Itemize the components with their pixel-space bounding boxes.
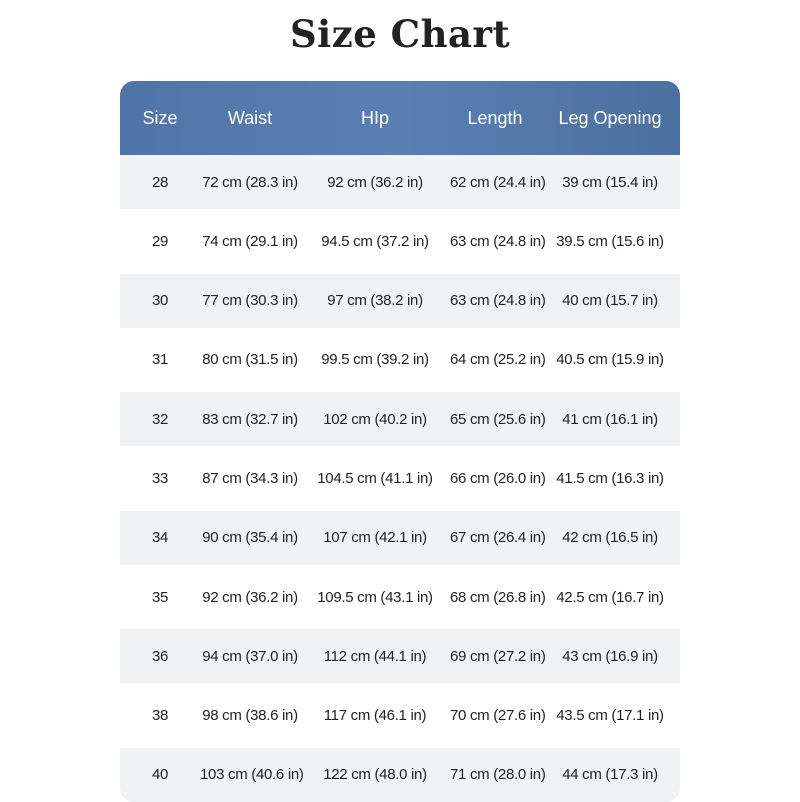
cell-hip: 99.5 cm (39.2 in): [321, 351, 429, 369]
cell-size: 33: [151, 469, 169, 487]
header-waist: Waist: [227, 107, 273, 128]
cell-waist: 94 cm (37.0 in): [202, 647, 298, 665]
cell-leg-opening: 43 cm (16.9 in): [562, 647, 658, 665]
cell-leg-opening: 39.5 cm (15.6 in): [556, 232, 664, 250]
cell-waist: 72 cm (28.3 in): [202, 173, 298, 191]
cell-size: 38: [151, 707, 169, 725]
cell-hip: 112 cm (44.1 in): [323, 647, 427, 665]
table-header: [120, 81, 680, 155]
table-row: [120, 689, 680, 743]
cell-length: 67 cm (26.4 in): [450, 529, 546, 547]
cell-waist: 87 cm (34.3 in): [202, 469, 298, 487]
table-row: [120, 629, 680, 683]
cell-size: 32: [151, 410, 169, 428]
cell-hip: 97 cm (38.2 in): [327, 292, 423, 310]
cell-waist: 90 cm (35.4 in): [202, 529, 298, 547]
cell-hip: 117 cm (46.1 in): [323, 707, 427, 725]
cell-length: 62 cm (24.4 in): [450, 173, 546, 191]
table-row: [120, 748, 680, 802]
cell-waist: 77 cm (30.3 in): [202, 292, 298, 310]
table-row: [120, 392, 680, 446]
table-row: [120, 155, 680, 209]
cell-hip: 107 cm (42.1 in): [323, 529, 427, 547]
cell-waist: 98 cm (38.6 in): [202, 707, 298, 725]
table-row: [120, 570, 680, 624]
cell-length: 63 cm (24.8 in): [450, 232, 546, 250]
cell-length: 71 cm (28.0 in): [450, 766, 546, 784]
cell-size: 35: [151, 588, 169, 606]
cell-hip: 104.5 cm (41.1 in): [317, 469, 433, 487]
table-row: [120, 451, 680, 505]
cell-size: 36: [151, 647, 169, 665]
table-row: [120, 511, 680, 565]
header-hip: HIp: [360, 107, 389, 128]
cell-hip: 102 cm (40.2 in): [323, 410, 427, 428]
table-row: [120, 214, 680, 268]
cell-leg-opening: 41 cm (16.1 in): [562, 410, 658, 428]
header-size: Size: [142, 107, 178, 128]
cell-hip: 94.5 cm (37.2 in): [321, 232, 429, 250]
cell-leg-opening: 40 cm (15.7 in): [562, 292, 658, 310]
cell-waist: 83 cm (32.7 in): [202, 410, 298, 428]
table-row: [120, 274, 680, 328]
cell-size: 29: [151, 232, 169, 250]
table-body: [120, 155, 680, 802]
cell-waist: 74 cm (29.1 in): [202, 232, 298, 250]
cell-length: 66 cm (26.0 in): [450, 469, 546, 487]
cell-size: 31: [151, 351, 169, 369]
header-leg-opening: Leg Opening: [558, 107, 662, 128]
cell-length: 65 cm (25.6 in): [450, 410, 546, 428]
cell-length: 64 cm (25.2 in): [450, 351, 546, 369]
cell-length: 70 cm (27.6 in): [450, 707, 546, 725]
cell-size: 28: [151, 173, 169, 191]
cell-leg-opening: 40.5 cm (15.9 in): [556, 351, 664, 369]
cell-hip: 122 cm (48.0 in): [323, 766, 427, 784]
cell-leg-opening: 43.5 cm (17.1 in): [556, 707, 664, 725]
cell-waist: 80 cm (31.5 in): [202, 351, 298, 369]
cell-length: 68 cm (26.8 in): [450, 588, 546, 606]
cell-leg-opening: 41.5 cm (16.3 in): [556, 469, 664, 487]
cell-leg-opening: 44 cm (17.3 in): [562, 766, 658, 784]
cell-leg-opening: 42 cm (16.5 in): [562, 529, 658, 547]
cell-leg-opening: 42.5 cm (16.7 in): [556, 588, 664, 606]
cell-leg-opening: 39 cm (15.4 in): [562, 173, 658, 191]
header-length: Length: [467, 107, 523, 128]
cell-waist: 92 cm (36.2 in): [202, 588, 298, 606]
cell-length: 69 cm (27.2 in): [450, 647, 546, 665]
cell-hip: 92 cm (36.2 in): [327, 173, 423, 191]
cell-size: 34: [151, 529, 169, 547]
cell-size: 40: [151, 766, 169, 784]
size-chart-table: [120, 81, 680, 802]
table-row: [120, 333, 680, 387]
cell-waist: 103 cm (40.6 in): [200, 766, 304, 784]
cell-hip: 109.5 cm (43.1 in): [317, 588, 433, 606]
cell-length: 63 cm (24.8 in): [450, 292, 546, 310]
cell-size: 30: [151, 292, 169, 310]
page-title: Size Chart: [289, 12, 511, 56]
